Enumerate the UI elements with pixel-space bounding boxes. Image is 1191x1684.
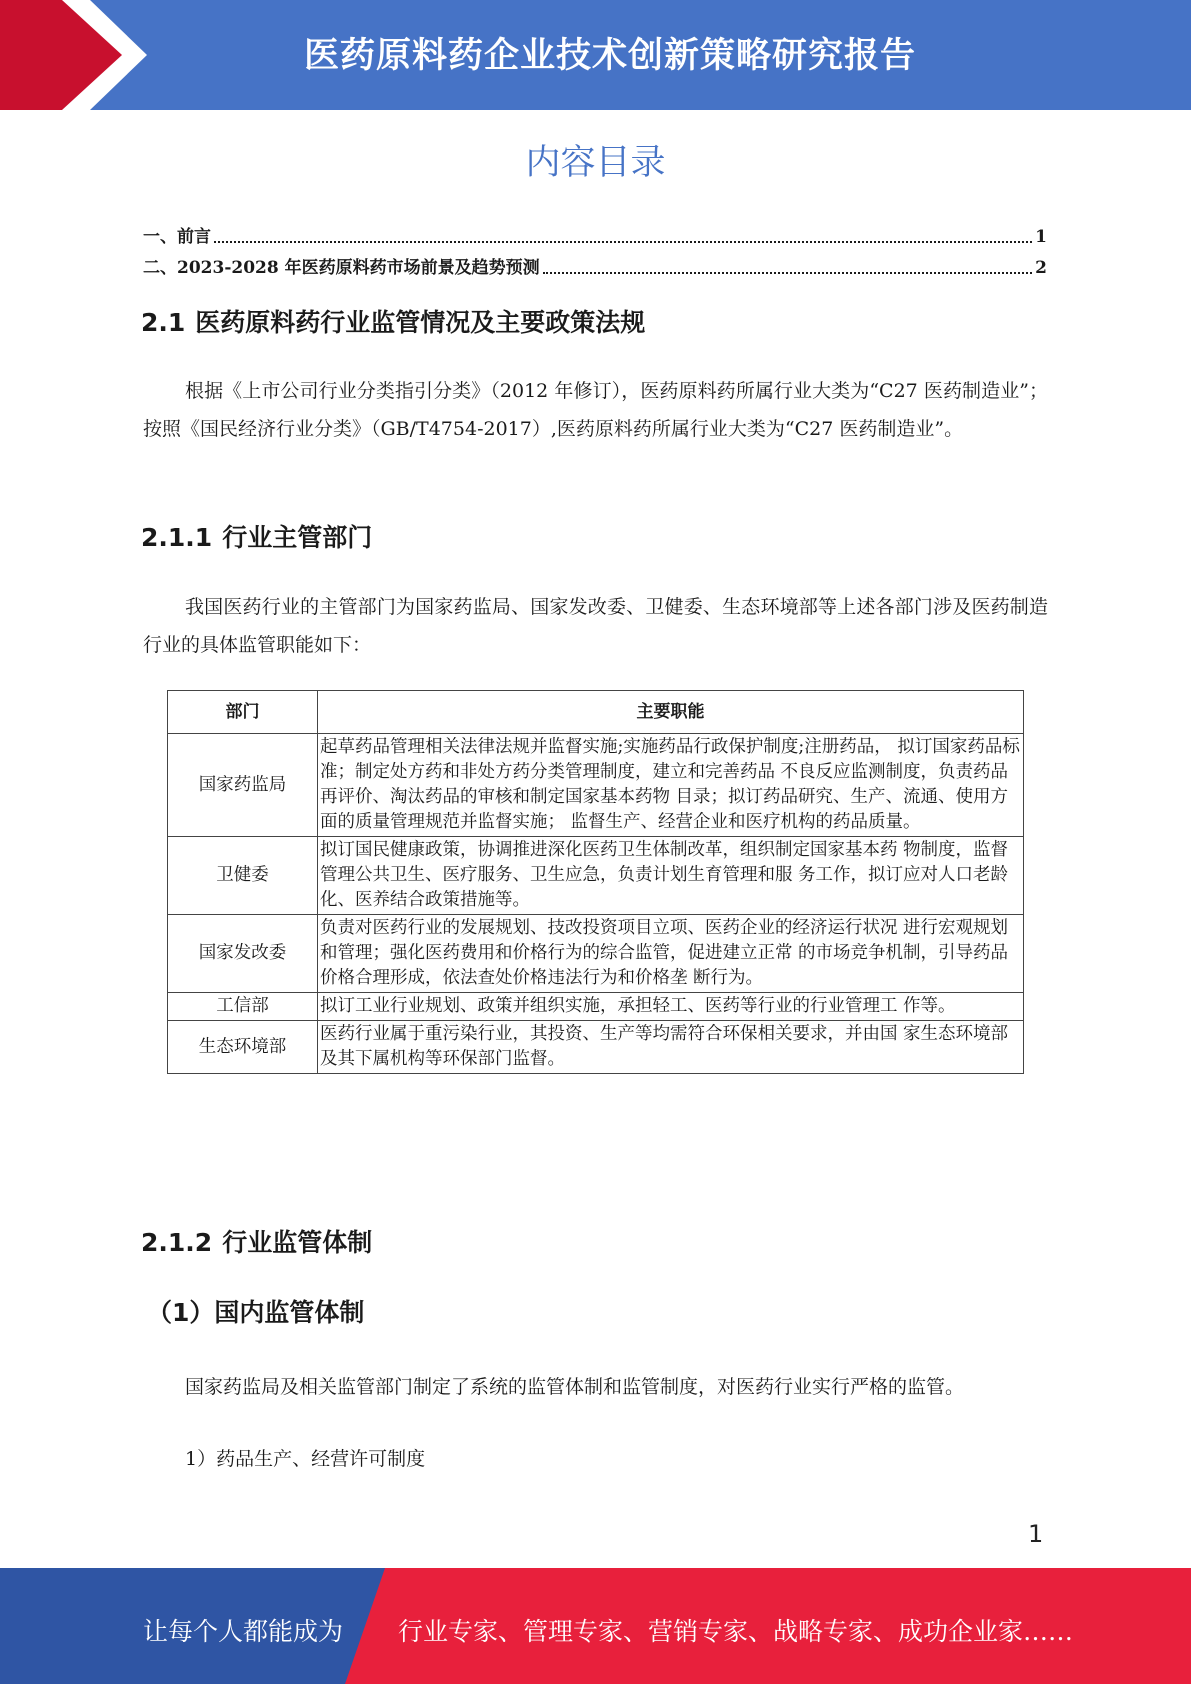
table-row <box>168 993 1024 1021</box>
duty-cell: 拟订国民健康政策，协调推进深化医药卫生体制改革，组织制定国家基本药 物制度，监督管理公共卫生、医疗服务、卫生应急，负责计划生育管理和服 务工作，拟订应对人口老龄化、医养结合政策措施等。 <box>318 837 1024 915</box>
dept-cell: 生态环境部 <box>168 1021 318 1074</box>
toc-entry-market-forecast[interactable] <box>143 257 1047 279</box>
column-header-duties: 主要职能 <box>318 691 1024 734</box>
toc-entry-page: 1 <box>1035 227 1047 247</box>
section-heading-2-1-2 <box>141 1223 372 1259</box>
toc-leader-dots <box>214 241 1032 243</box>
section-title: 医药原料药行业监管情况及主要政策法规 <box>195 308 646 337</box>
industry-classification-paragraph: 根据《上市公司行业分类指引分类》（2012 年修订），医药原料药所属行业大类为“C27 医药制造业”；按照《国民经济行业分类》（GB/T4754-2017）,医药原料药所属行业大类为“C27 医药制造业”。 <box>143 380 1048 440</box>
column-header-dept: 部门 <box>168 691 318 734</box>
page-number: 1 <box>1028 1520 1044 1548</box>
duty-cell: 拟订工业行业规划、政策并组织实施，承担轻工、医药等行业的行业管理工 作等。 <box>318 993 1024 1021</box>
duty-cell: 医药行业属于重污染行业，其投资、生产等均需符合环保相关要求，并由国 家生态环境部及其下属机构等环保部门监督。 <box>318 1021 1024 1074</box>
dept-cell: 国家发改委 <box>168 915 318 993</box>
dept-cell: 国家药监局 <box>168 734 318 837</box>
section-number: 2.1 <box>141 308 186 337</box>
dept-cell: 卫健委 <box>168 837 318 915</box>
toc-title: 内容目录 <box>525 143 666 183</box>
section-title: 行业监管体制 <box>222 1228 373 1257</box>
section-number: 2.1.2 <box>141 1228 213 1257</box>
table-row <box>168 1021 1024 1074</box>
toc-leader-dots <box>543 272 1033 274</box>
report-title: 医药原料药企业技术创新策略研究报告 <box>303 36 916 76</box>
dept-cell: 工信部 <box>168 993 318 1021</box>
toc-entry-page: 2 <box>1035 258 1047 278</box>
toc-entry-preface[interactable] <box>143 226 1047 248</box>
duty-cell: 起草药品管理相关法律法规并监督实施;实施药品行政保护制度;注册药品， 拟订国家药品标准；制定处方药和非处方药分类管理制度，建立和完善药品 不良反应监测制度，负责药品再评价、淘汰药品的审核和制定国家基本药物 目录；拟订药品研究、生产、流通、使用方面的质量管理规范并监督实施； 监督生产、经营企业和医疗机构的药品质量。 <box>318 734 1024 837</box>
section-number: 2.1.1 <box>141 523 213 552</box>
header-chevron-decoration <box>0 0 160 110</box>
section-title: 行业主管部门 <box>222 523 373 552</box>
subsection-heading-domestic: （1）国内监管体制 <box>147 1298 365 1327</box>
section-heading-2-1 <box>141 303 645 339</box>
regulatory-duties-table <box>167 690 1024 1074</box>
toc-entry-label: 一、前言 <box>143 227 211 247</box>
table-row <box>168 915 1024 993</box>
table-row <box>168 837 1024 915</box>
footer-slogan-left: 让每个人都能成为 <box>143 1617 344 1646</box>
duty-cell: 负责对医药行业的发展规划、技改投资项目立项、医药企业的经济运行状况 进行宏观规划和管理；强化医药费用和价格行为的综合监管，促进建立正常 的市场竞争机制，引导药品价格合理形成，依法查处价格违法行为和价格垄 断行为。 <box>318 915 1024 993</box>
section-heading-2-1-1 <box>141 518 372 554</box>
toc-entry-label: 二、2023-2028 年医药原料药市场前景及趋势预测 <box>143 258 540 278</box>
table-header-row <box>168 691 1024 734</box>
footer-slogan-right: 行业专家、管理专家、营销专家、战略专家、成功企业家…… <box>398 1617 1074 1646</box>
report-header <box>0 0 1191 110</box>
authorities-paragraph: 我国医药行业的主管部门为国家药监局、国家发改委、卫健委、生态环境部等上述各部门涉及医药制造行业的具体监管职能如下： <box>143 596 1048 656</box>
list-item-licensing: 1）药品生产、经营许可制度 <box>185 1448 426 1470</box>
table-row <box>168 734 1024 837</box>
domestic-regulation-paragraph: 国家药监局及相关监管部门制定了系统的监管体制和监管制度，对医药行业实行严格的监管。 <box>185 1376 965 1398</box>
